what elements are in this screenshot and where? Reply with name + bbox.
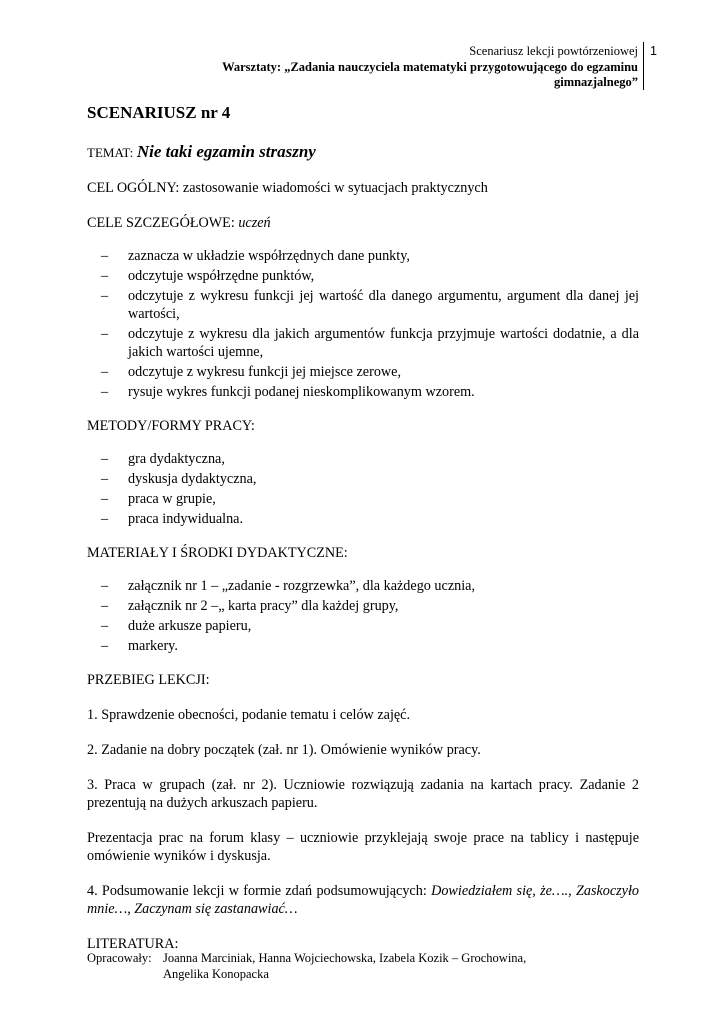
materials-list bbox=[87, 577, 639, 655]
topic-label: TEMAT: bbox=[87, 145, 134, 160]
list-item: – załącznik nr 1 – „zadanie - rozgrzewka”, dla każdego ucznia, bbox=[87, 577, 639, 595]
topic-value: Nie taki egzamin straszny bbox=[136, 142, 316, 161]
header-line-3: gimnazjalnego” bbox=[553, 75, 638, 89]
list-item: – duże arkusze papieru, bbox=[87, 617, 639, 635]
lesson-presentation: Prezentacja prac na forum klasy – uczniowie przyklejają swoje prace na tablicy i następuje omówienie wyników i dyskusja. bbox=[87, 830, 639, 864]
list-item: – odczytuje współrzędne punktów, bbox=[87, 267, 639, 285]
list-item: – praca w grupie, bbox=[87, 490, 639, 508]
general-goal: CEL OGÓLNY: zastosowanie wiadomości w sytuacjach praktycznych bbox=[87, 180, 488, 196]
topic bbox=[87, 143, 639, 162]
list-item: – gra dydaktyczna, bbox=[87, 450, 639, 468]
list-item: – dyskusja dydaktyczna, bbox=[87, 470, 639, 488]
list-item: – rysuje wykres funkcji podanej nieskomplikowanym wzorem. bbox=[87, 383, 639, 401]
list-item: – odczytuje z wykresu funkcji jej miejsce zerowe, bbox=[87, 363, 639, 381]
footer-label: Opracowały: bbox=[87, 951, 152, 965]
list-item: – odczytuje z wykresu funkcji jej wartość dla danego argumentu, argument dla danej jej wartości, bbox=[87, 287, 639, 323]
list-item: – odczytuje z wykresu dla jakich argumentów funkcja przyjmuje wartości dodatnie, a dla jakich wartości ujemne, bbox=[87, 325, 639, 361]
methods-heading: METODY/FORMY PRACY: bbox=[87, 418, 255, 434]
methods-list bbox=[87, 450, 639, 528]
lesson-step-3: 3. Praca w grupach (zał. nr 2). Uczniowie rozwiązują zadania na kartach pracy. Zadanie 2 prezentują na dużych arkuszach papieru. bbox=[87, 777, 639, 811]
page-header bbox=[222, 44, 638, 91]
step-4-text: 4. Podsumowanie lekcji w formie zdań podsumowujących: bbox=[87, 883, 427, 899]
document-title: SCENARIUSZ nr 4 bbox=[87, 103, 231, 122]
document-body bbox=[87, 104, 639, 970]
specific-goals-label: CELE SZCZEGÓŁOWE: bbox=[87, 215, 235, 231]
lesson-plan-heading: PRZEBIEG LEKCJI: bbox=[87, 672, 210, 688]
step-4-italic: Dowiedziałem się, że…., Zaskoczyło mnie…, Zaczynam się zastanawiać… bbox=[87, 883, 640, 917]
lesson-step-4 bbox=[87, 882, 639, 918]
list-item: – markery. bbox=[87, 637, 639, 655]
list-item: – załącznik nr 2 –„ karta pracy” dla każdej grupy, bbox=[87, 597, 639, 615]
page-number: 1 bbox=[650, 44, 657, 58]
list-item: – praca indywidualna. bbox=[87, 510, 639, 528]
list-item: – zaznacza w układzie współrzędnych dane punkty, bbox=[87, 247, 639, 265]
page-footer bbox=[87, 950, 526, 982]
literature-heading: LITERATURA: bbox=[87, 936, 179, 952]
materials-heading: MATERIAŁY I ŚRODKI DYDAKTYCZNE: bbox=[87, 545, 348, 561]
header-divider bbox=[643, 42, 644, 90]
footer-authors-line-2: Angelika Konopacka bbox=[163, 967, 269, 981]
header-line-1: Scenariusz lekcji powtórzeniowej bbox=[469, 44, 638, 58]
header-line-2: Warsztaty: „Zadania nauczyciela matematyki przygotowującego do egzaminu bbox=[222, 59, 638, 74]
specific-goals-heading bbox=[87, 214, 639, 232]
footer-row bbox=[87, 950, 526, 966]
specific-goals-list bbox=[87, 247, 639, 401]
specific-goals-sub: uczeń bbox=[238, 215, 271, 231]
lesson-step-2: 2. Zadanie na dobry początek (zał. nr 1). Omówienie wyników pracy. bbox=[87, 742, 481, 758]
lesson-step-1: 1. Sprawdzenie obecności, podanie tematu i celów zajęć. bbox=[87, 707, 411, 723]
footer-authors-line-1: Joanna Marciniak, Hanna Wojciechowska, Izabela Kozik – Grochowina, bbox=[163, 951, 527, 965]
